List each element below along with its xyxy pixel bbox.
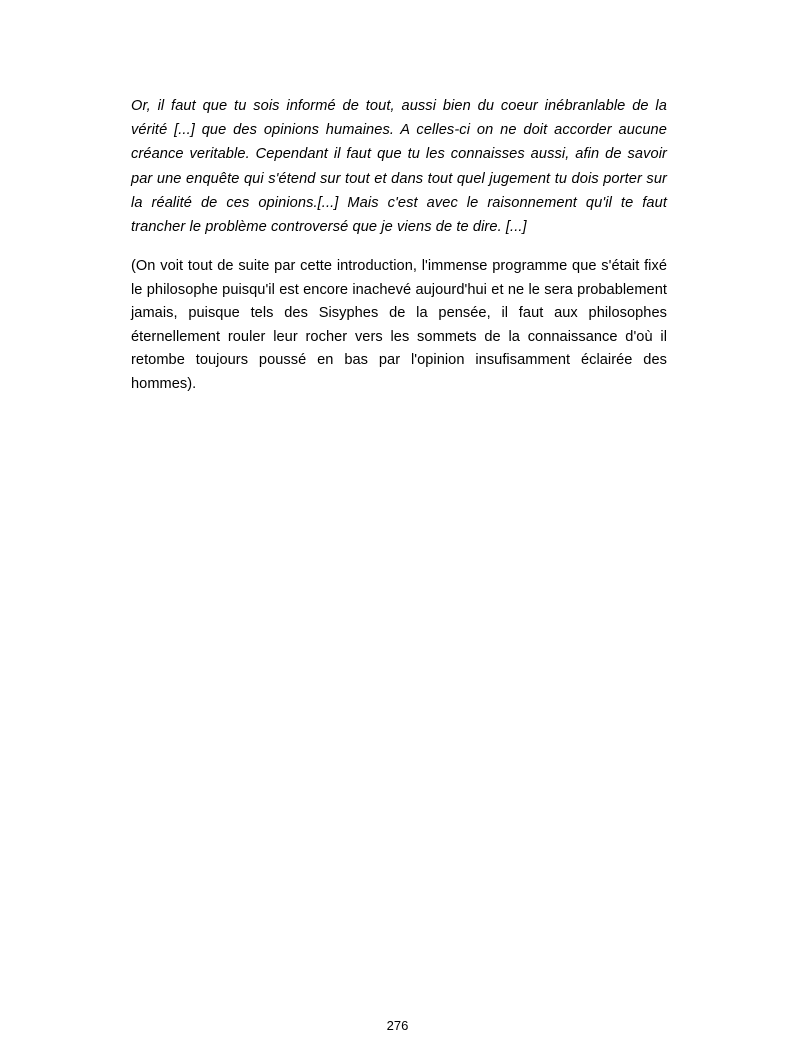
page-number: 276 xyxy=(386,1018,409,1033)
quoted-passage: Or, il faut que tu sois informé de tout, aussi bien du coeur inébranlable de la vérité [...] que des opinions humaines. A celles-ci on ne doit accorder aucune créance veritable. Cependant il faut que tu les connaisses aussi, afin de savoir par une enquête qui s'étend sur tout et dans tout quel jugement tu dois porter sur la réalité de ces opinions.[...] Mais c'est avec le raisonnement qu'il te faut trancher le problème controversé que je viens de te dire. [...] xyxy=(131,98,667,236)
page-content xyxy=(131,94,667,396)
commentary-paragraph: (On voit tout de suite par cette introduction, l'immense programme que s'était fixé le philosophe puisqu'il est encore inachevé aujourd'hui et ne le sera probablement jamais, puisque tels des Sisyphes de la pensée, il faut aux philosophes éternellement rouler leur rocher vers les sommets de la connaissance d'où il retombe toujours poussé en bas par l'opinion insufisamment éclairée des hommes). xyxy=(131,258,667,392)
